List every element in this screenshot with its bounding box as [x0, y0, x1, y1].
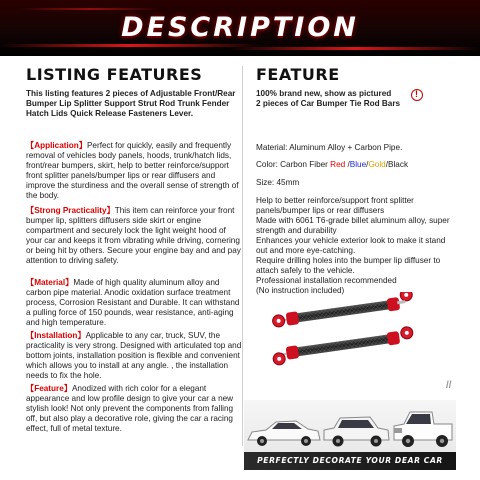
cars-caption: PERFECTLY DECORATE YOUR DEAR CAR [257, 456, 443, 465]
color-black: Black [388, 160, 409, 169]
description-banner [0, 0, 480, 56]
column-divider [242, 66, 243, 446]
feature-list: Help to better reinforce/support front splitter panels/bumper lips or rear diffusers Made with 6061 T6-grade billet aluminum alloy, super strength and durability Enhances your vehicle exterior look to make it stand out and more eye-catching. Require drilling holes into the bumper lip diffuser to attach safely to the vehicle. Professional installation recommended (No instruction included) [256, 196, 450, 295]
sedan-car [248, 421, 320, 446]
banner-title: DESCRIPTION [121, 12, 359, 43]
banner-streak [0, 44, 261, 47]
tie-rod-product-image [266, 292, 418, 374]
color-sep: / [366, 160, 369, 169]
color-sep: / [345, 160, 350, 169]
color-blue: Blue [349, 160, 367, 169]
banner-streak [230, 47, 480, 50]
section-tag: 【Material】 [26, 278, 74, 287]
section-text: Made of high quality aluminum alloy and carbon pipe material. Anodic oxidation surface treatment process, Corrosion Resistant and Durable. It can withstand a pulling force of 150 pounds, wear resistance, anti-aging and high temperature. [26, 278, 240, 327]
listing-intro: This listing features 2 pieces of Adjustable Front/Rear Bumper Lip Splitter Support Strut Rod Trunk Fender Hatch Lids Quick Release Fasteners Lever. [26, 89, 236, 118]
tie-rod-bottom [271, 326, 414, 366]
section-text: Perfect for quickly, easily and frequently removal of vehicles body panels, hoods, trunk/hatch lids, front/rear bumpers, skirt, help to better reinforce/support front splitter panels/bumper lips or rear diffusers and improve the sturdiness and the overall sense of strength of the body. [26, 141, 239, 200]
color-sep: / [385, 160, 389, 169]
banner-streak [20, 8, 160, 10]
section-strong-practicality [26, 206, 242, 266]
color-prefix: Color: Carbon Fiber [256, 160, 331, 169]
section-application [26, 141, 242, 201]
section-installation [26, 331, 242, 381]
section-tag: 【Feature】 [26, 384, 72, 393]
color-line [256, 160, 456, 170]
feature-heading: FEATURE [256, 65, 340, 84]
size-line: Size: 45mm [256, 178, 300, 187]
section-text: This item can reinforce your front bumper lip, splitters diffusers side skirt or engine compartment and securely lock the light weight hood of your car and keeps it from vibrating while driving, cornering or being hit by others. Secure your engine bay and and pay attention to driving safety. [26, 206, 241, 265]
warning-icon [411, 89, 423, 101]
pickup-truck [394, 412, 452, 447]
feature-intro: 100% brand new, show as pictured 2 pieces of Car Bumper Tie Rod Bars [256, 89, 401, 108]
cars-image [244, 402, 456, 454]
tie-rod-top [271, 292, 414, 328]
section-material [26, 278, 242, 328]
decorative-slash: // [446, 380, 452, 391]
material-line: Material: Aluminum Alloy + Carbon Pipe. [256, 143, 403, 152]
cars-caption-bar [244, 452, 456, 470]
color-gold: Gold [368, 160, 386, 169]
section-text: Applicable to any car, truck, SUV, the practicality is very strong. Designed with articulated top and bottom joints, installation position is flexible and convenient which allows you to install at any angle. , the installation needs to fix the hole. [26, 331, 242, 380]
suv-car [324, 417, 389, 447]
listing-features-heading: LISTING FEATURES [26, 65, 203, 84]
section-tag: 【Installation】 [26, 331, 86, 340]
color-red: Red [330, 160, 346, 169]
section-feature [26, 384, 242, 434]
section-tag: 【Application】 [26, 141, 87, 150]
section-tag: 【Strong Practicality】 [26, 206, 115, 215]
warning-glyph: ! [415, 89, 418, 99]
section-text: Anodized with rich color for a elegant appearance and low profile design to give your car a new stylish look! Not only prevent the components from falling off, but also play a decorative role, giving the car a racing effect, full of metal texture. [26, 384, 234, 433]
